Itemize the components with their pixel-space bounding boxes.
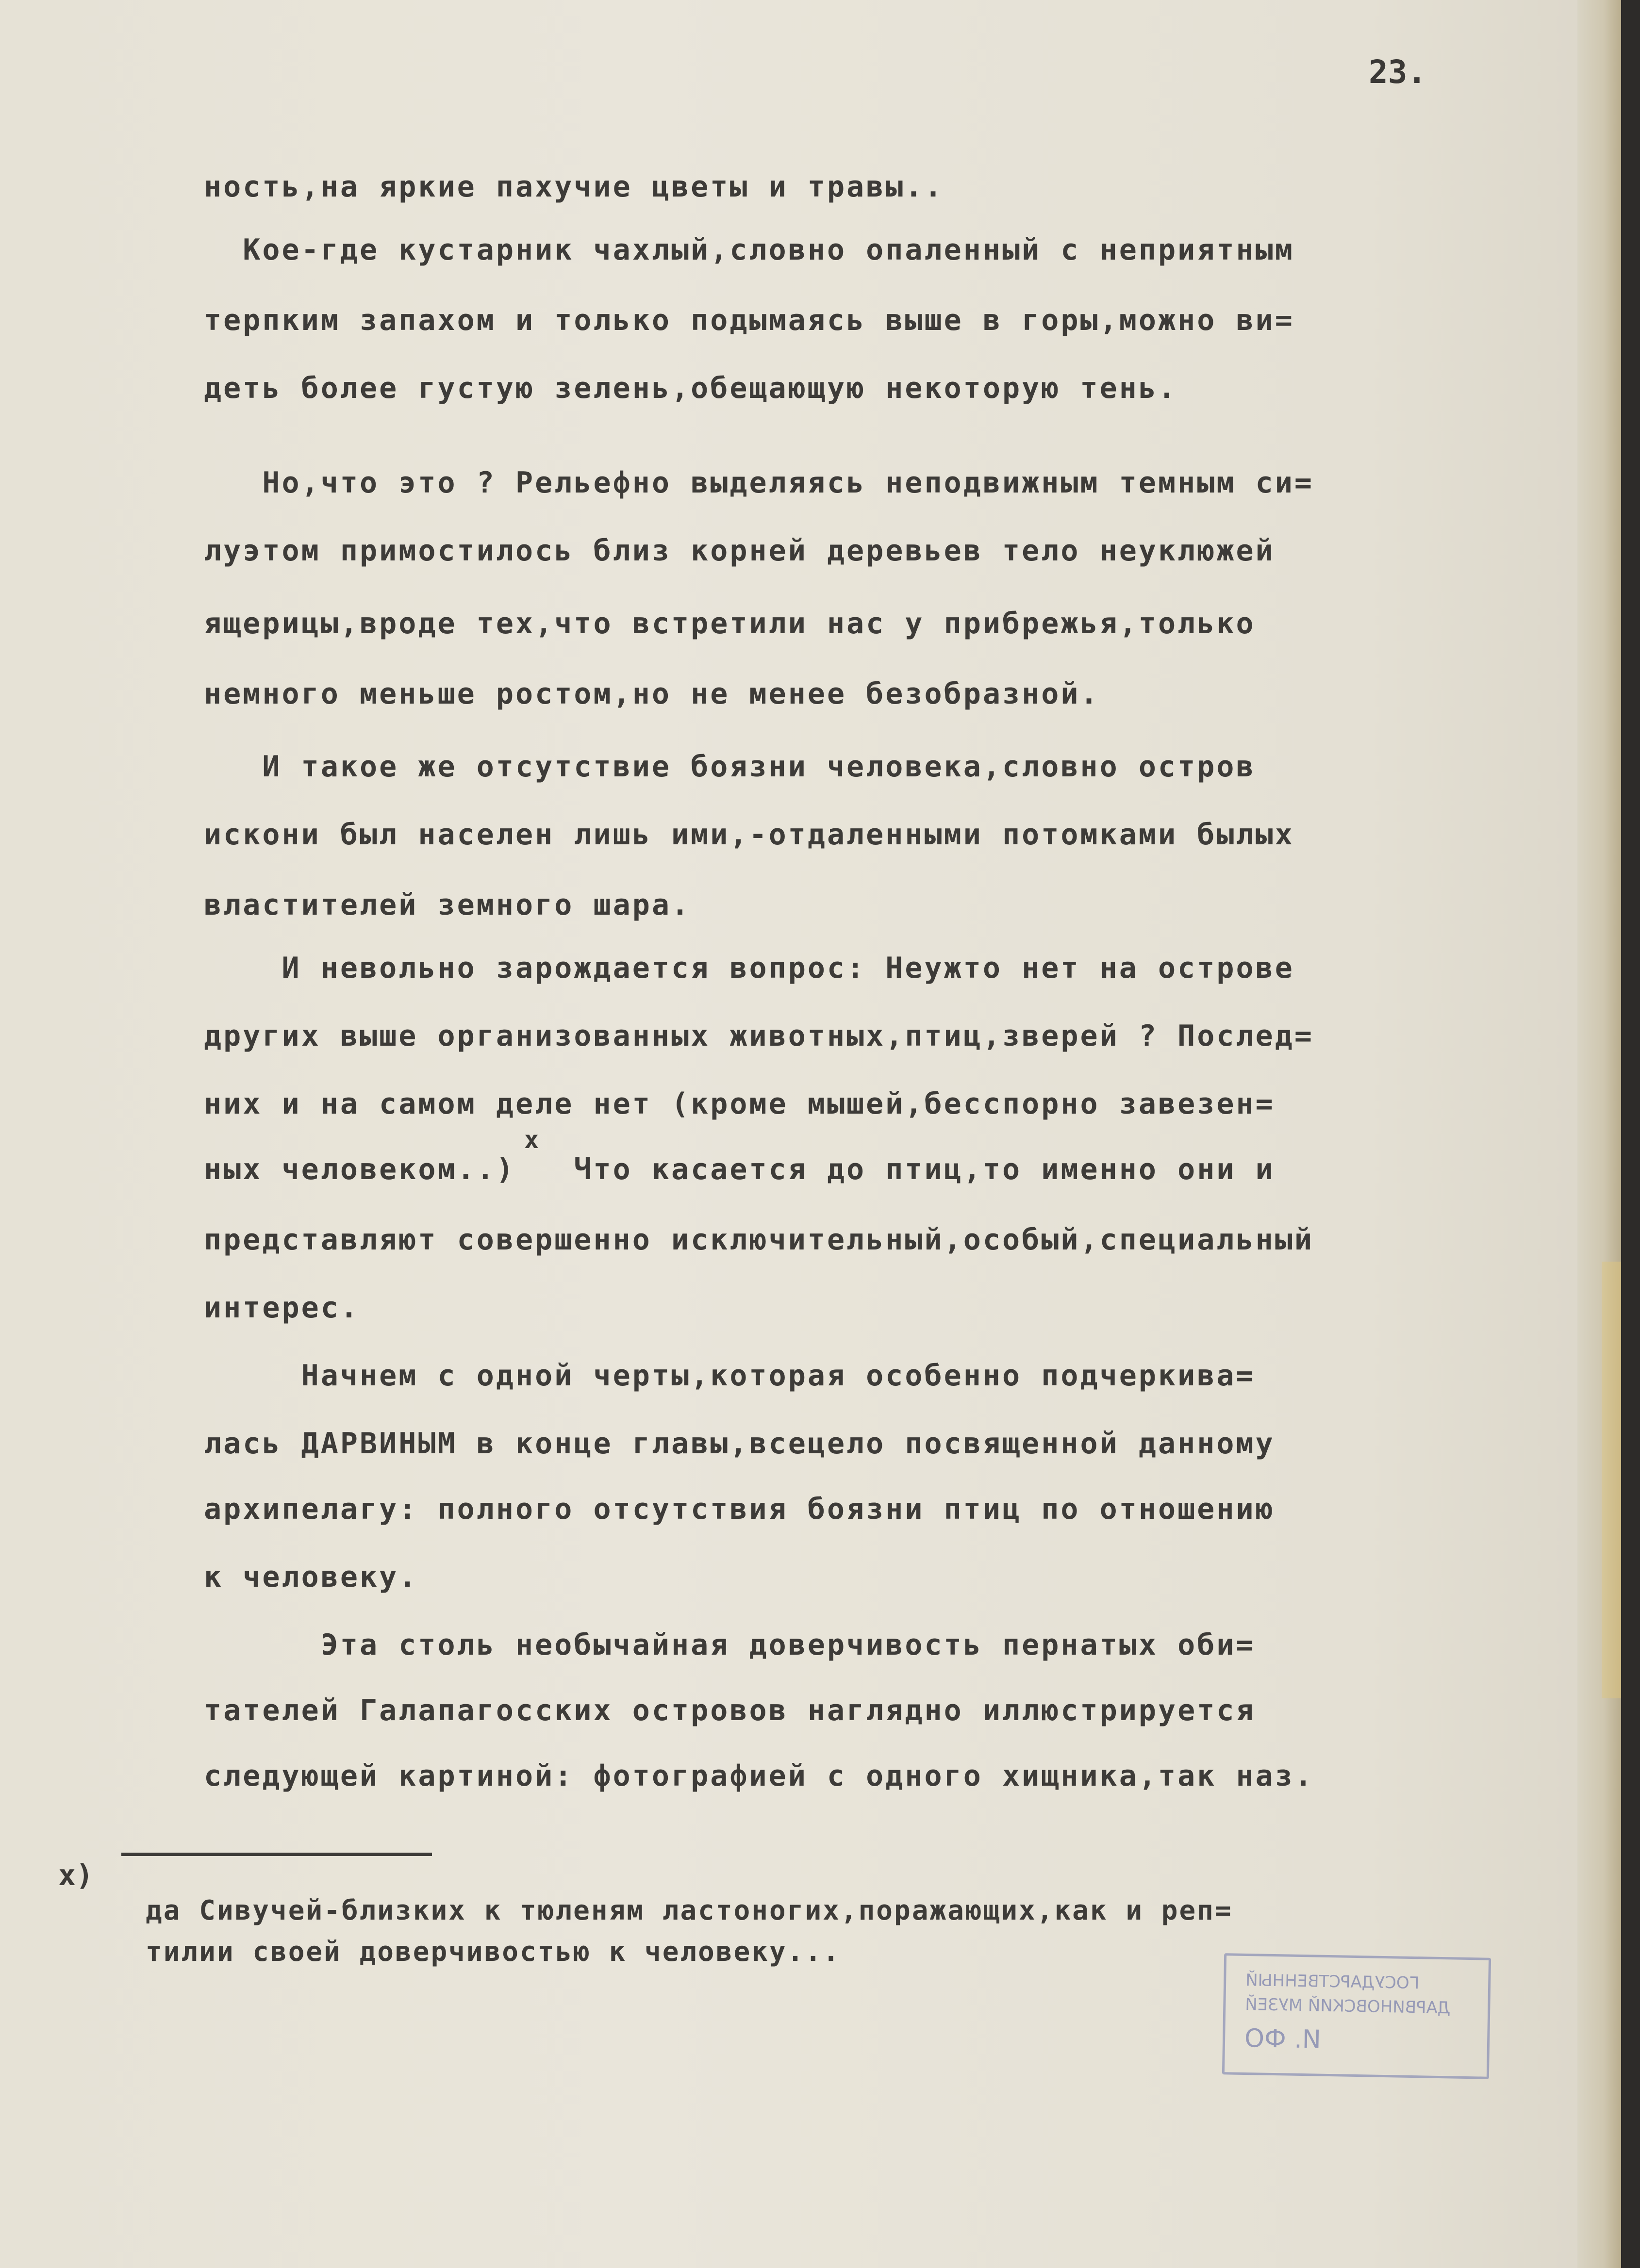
text-line: луэтом примостилось близ корней деревьев тело неуклюжей xyxy=(204,534,1275,568)
page-number: 23. xyxy=(1369,53,1427,91)
paper-stack-edge xyxy=(1577,0,1621,2268)
text-line: искони был населен лишь ими,-отдаленными потомками былых xyxy=(204,818,1294,852)
text-line: деть более густую зелень,обещающую некоторую тень. xyxy=(204,371,1178,405)
footnote-line: да Сивучей-близких к тюленям ластоногих,поражающих,как и реп= xyxy=(146,1895,1233,1926)
text-line: архипелагу: полного отсутствия боязни птиц по отношению xyxy=(204,1492,1275,1526)
text-line: Кое-где кустарник чахлый,словно опаленный с неприятным xyxy=(204,233,1294,267)
text-line: И невольно зарождается вопрос: Неужто нет на острове xyxy=(204,951,1294,985)
stamp-line: И. ФО xyxy=(1244,2023,1322,2054)
text-line: представляют совершенно исключительный,особый,специальный xyxy=(204,1223,1314,1257)
footnote-line: тилии своей доверчивостью к человеку... xyxy=(146,1936,841,1968)
stamp-line: ГОСУДАРСТВЕННЫЙ xyxy=(1245,1970,1420,1993)
text-line: И такое же отсутствие боязни человека,словно остров xyxy=(204,750,1256,784)
footnote-marker: x) xyxy=(58,1858,94,1892)
background-edge xyxy=(1621,0,1640,2268)
museum-stamp xyxy=(1222,1953,1491,2079)
text-line: немного меньше ростом,но не менее безобразной. xyxy=(204,677,1100,711)
text-line: Эта столь необычайная доверчивость пернатых оби= xyxy=(204,1628,1256,1662)
text-line: к человеку. xyxy=(204,1560,418,1594)
text-line: ящерицы,вроде тех,что встретили нас у прибрежья,только xyxy=(204,607,1256,641)
text-line: следующей картиной: фотографией с одного хищника,так наз. xyxy=(204,1759,1314,1793)
text-line: них и на самом деле нет (кроме мышей,бесспорно завезен= xyxy=(204,1087,1275,1121)
text-line: ность,на яркие пахучие цветы и травы.. xyxy=(204,170,944,204)
text-line: терпким запахом и только подымаясь выше в горы,можно ви= xyxy=(204,303,1294,337)
text-line: ных человеком..) Что касается до птиц,то именно они и xyxy=(204,1152,1275,1186)
text-line: интерес. xyxy=(204,1291,360,1325)
text-line: Начнем с одной черты,которая особенно подчеркива= xyxy=(204,1359,1256,1393)
text-line: властителей земного шара. xyxy=(204,888,691,922)
footnote-rule xyxy=(121,1853,432,1856)
text-line: тателей Галапагосских островов наглядно иллюстрируется xyxy=(204,1693,1256,1727)
text-line: лась ДАРВИНЫМ в конце главы,всецело посвященной данному xyxy=(204,1427,1275,1461)
text-line: других выше организованных животных,птиц,зверей ? Послед= xyxy=(204,1019,1314,1053)
text-line: Но,что это ? Рельефно выделяясь неподвижным темным си= xyxy=(204,466,1314,500)
stamp-line: ДАРВИНОВСКИЙ МУЗЕЙ xyxy=(1245,1994,1451,2018)
footnote-reference: x xyxy=(524,1126,539,1154)
